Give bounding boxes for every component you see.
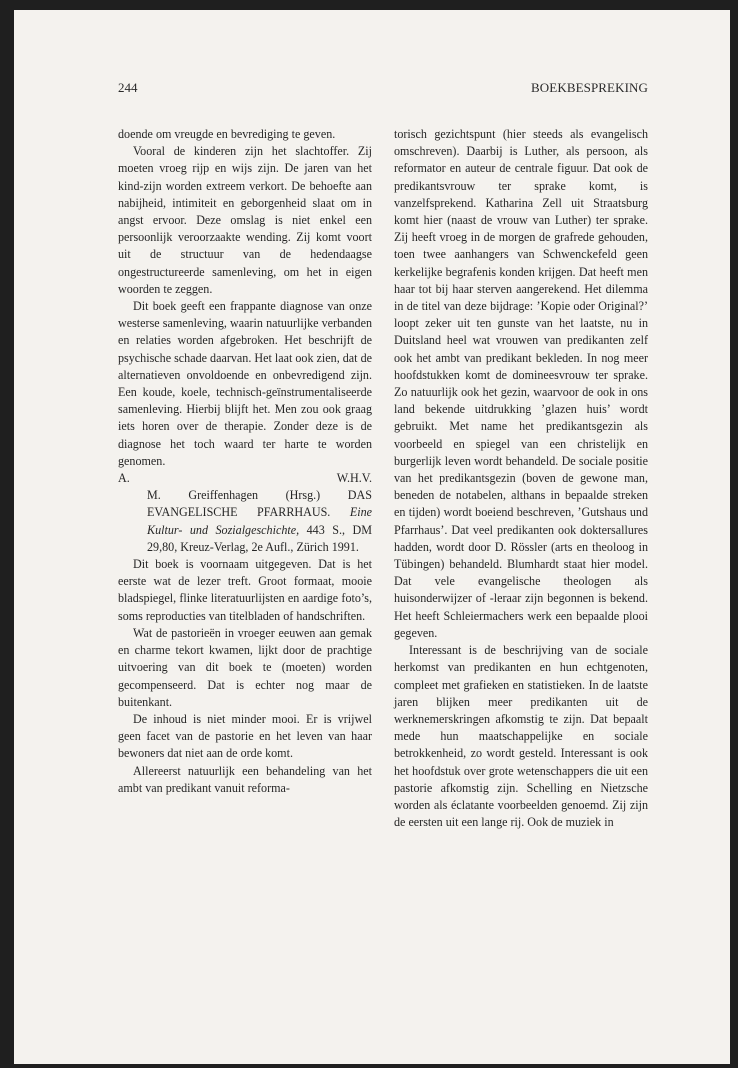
page-number: 244	[118, 80, 138, 95]
book-reference-subtitle: Eine Kultur- und Sozialgeschichte,	[147, 505, 372, 537]
paragraph: doende om vreugde en bevrediging te geven.	[118, 127, 336, 141]
right-column	[394, 126, 648, 831]
paragraph: Allereerst natuurlijk een behandeling van het ambt van predikant vanuit reforma-	[118, 763, 372, 795]
paragraph: Dit boek geeft een frappante diagnose van onze westerse samenleving, waarin natuurlijke verbanden en relaties worden afgebroken. Het beschrijft de psychische schade daarvan. Het laat ook zien, dat de alternatieven onvoldoende en onbevredigend zijn. Een koude, koele, technisch-geïnstrumentaliseerde samenleving. Hierbij blijft het. Men zou ook graag iets horen over de therapie. Zonder deze is de diagnose het toch waard ter harte te worden genomen.	[118, 299, 372, 468]
running-header	[118, 80, 648, 98]
paragraph: Wat de pastorieën in vroeger eeuwen aan gemak en charme tekort kwamen, lijkt door de prachtige uitvoering van dit boek te (moeten) worden gecompenseerd. Dat is echter nog maar de buitenkant.	[118, 625, 372, 709]
book-page	[14, 10, 730, 1064]
paragraph: De inhoud is niet minder mooi. Er is vrijwel geen facet van de pastorie en het leven van haar bewoners dat niet aan de orde komt.	[118, 711, 372, 761]
review-signature	[118, 470, 372, 487]
running-title: BOEKBESPREKING	[531, 80, 648, 95]
book-reference-publication: 443 S., DM 29,80, Kreuz-Verlag, 2e Aufl., Zürich 1991.	[147, 522, 372, 554]
left-column	[118, 126, 372, 797]
paragraph: torisch gezichtspunt (hier steeds als evangelisch omschreven). Daarbij is Luther, als persoon, als reformator en auteur de centrale figuur. Dat ook de predikantsvrouw ter sprake komt, is vanzelfsprekend. Katharina Zell uit Straatsburg komt hier (naast de vrouw van Luther) ter sprake. Zij heeft vroeg in de morgen de grafrede gehouden, toen twee aanhangers van Schwenckefeld geen kerkelijke begrafenis konden krijgen. Dat heeft men haar tot bij haar sterven aangerekend. Het dilemma in de titel van deze bijdrage: ’Kopie oder Original?’ loopt zeker uit ten gunste van het laatste, nu in Duitsland heel wat vrouwen van predikanten zelf ook het ambt van predikant bekleden. In nog meer hoofdstukken komt de domineesvrouw ter sprake. Zo natuurlijk ook het gezin, waarvoor de ook in ons land bekende uitdrukking ’glazen huis’ wordt gebruikt. Met name het predikantsgezin als voorbeeld en spiegel van een christelijk en burgerlijk leven wordt behandeld. De sociale positie van het predikantsgezin (boven de gewone man, beneden de notabelen, althans in bepaalde streken en tijden) wordt boeiend beschreven, ’Gutshaus und Pfarrhaus’. Dat veel predikanten ook doktersallures hadden, wordt door D. Rössler (arts en theoloog in Tübingen) behandeld. Blumhardt staat hier model. Dat vele evangelische theologen als huisonderwijzer of -leraar zijn begonnen is bekend. Het heeft Schleiermachers werk een bepaalde plooi gegeven.	[394, 127, 648, 640]
paragraph: Vooral de kinderen zijn het slachtoffer. Zij moeten vroeg rijp en wijs zijn. De jaren van het kind-zijn worden extreem verkort. De behoefte aan nabijheid, intimiteit en geborgenheid slaat om in angst ervoor. Deze omslag is niet enkel een persoonlijk veroorzaakte wending. Zij komt voort uit de structuur van de hedendaagse ongestructureerde samenleving, om het in eigen woorden te zeggen.	[118, 144, 372, 296]
book-reference-author-title: M. Greiffenhagen (Hrsg.) DAS EVANGELISCHE PFARRHAUS.	[147, 488, 372, 520]
signature-initial: A.	[118, 471, 130, 486]
book-reference	[118, 487, 372, 556]
signature-author: W.H.V.	[336, 471, 372, 486]
paragraph: Interessant is de beschrijving van de sociale herkomst van predikanten en hun echtgenoten, compleet met grafieken en statistieken. In de laatste jaren blijken meer predikanten uit de werknemerskringen afkomstig te zijn. Dat bepaalt mede hun maatschappelijke en sociale betrokkenheid, zo wordt gesteld. Interessant is ook het hoofdstuk over grote wetenschappers die uit een pastorie afkomstig zijn. Schelling en Nietzsche worden als éclatante voorbeelden genoemd. Zij zijn de eersten uit een lange rij. Ook de muziek in	[394, 643, 648, 830]
paragraph: Dit boek is voornaam uitgegeven. Dat is het eerste wat de lezer treft. Groot formaat, mooie bladspiegel, flinke literatuurlijsten en aardige foto’s, soms reproducties van titelbladen of handschriften.	[118, 557, 372, 623]
